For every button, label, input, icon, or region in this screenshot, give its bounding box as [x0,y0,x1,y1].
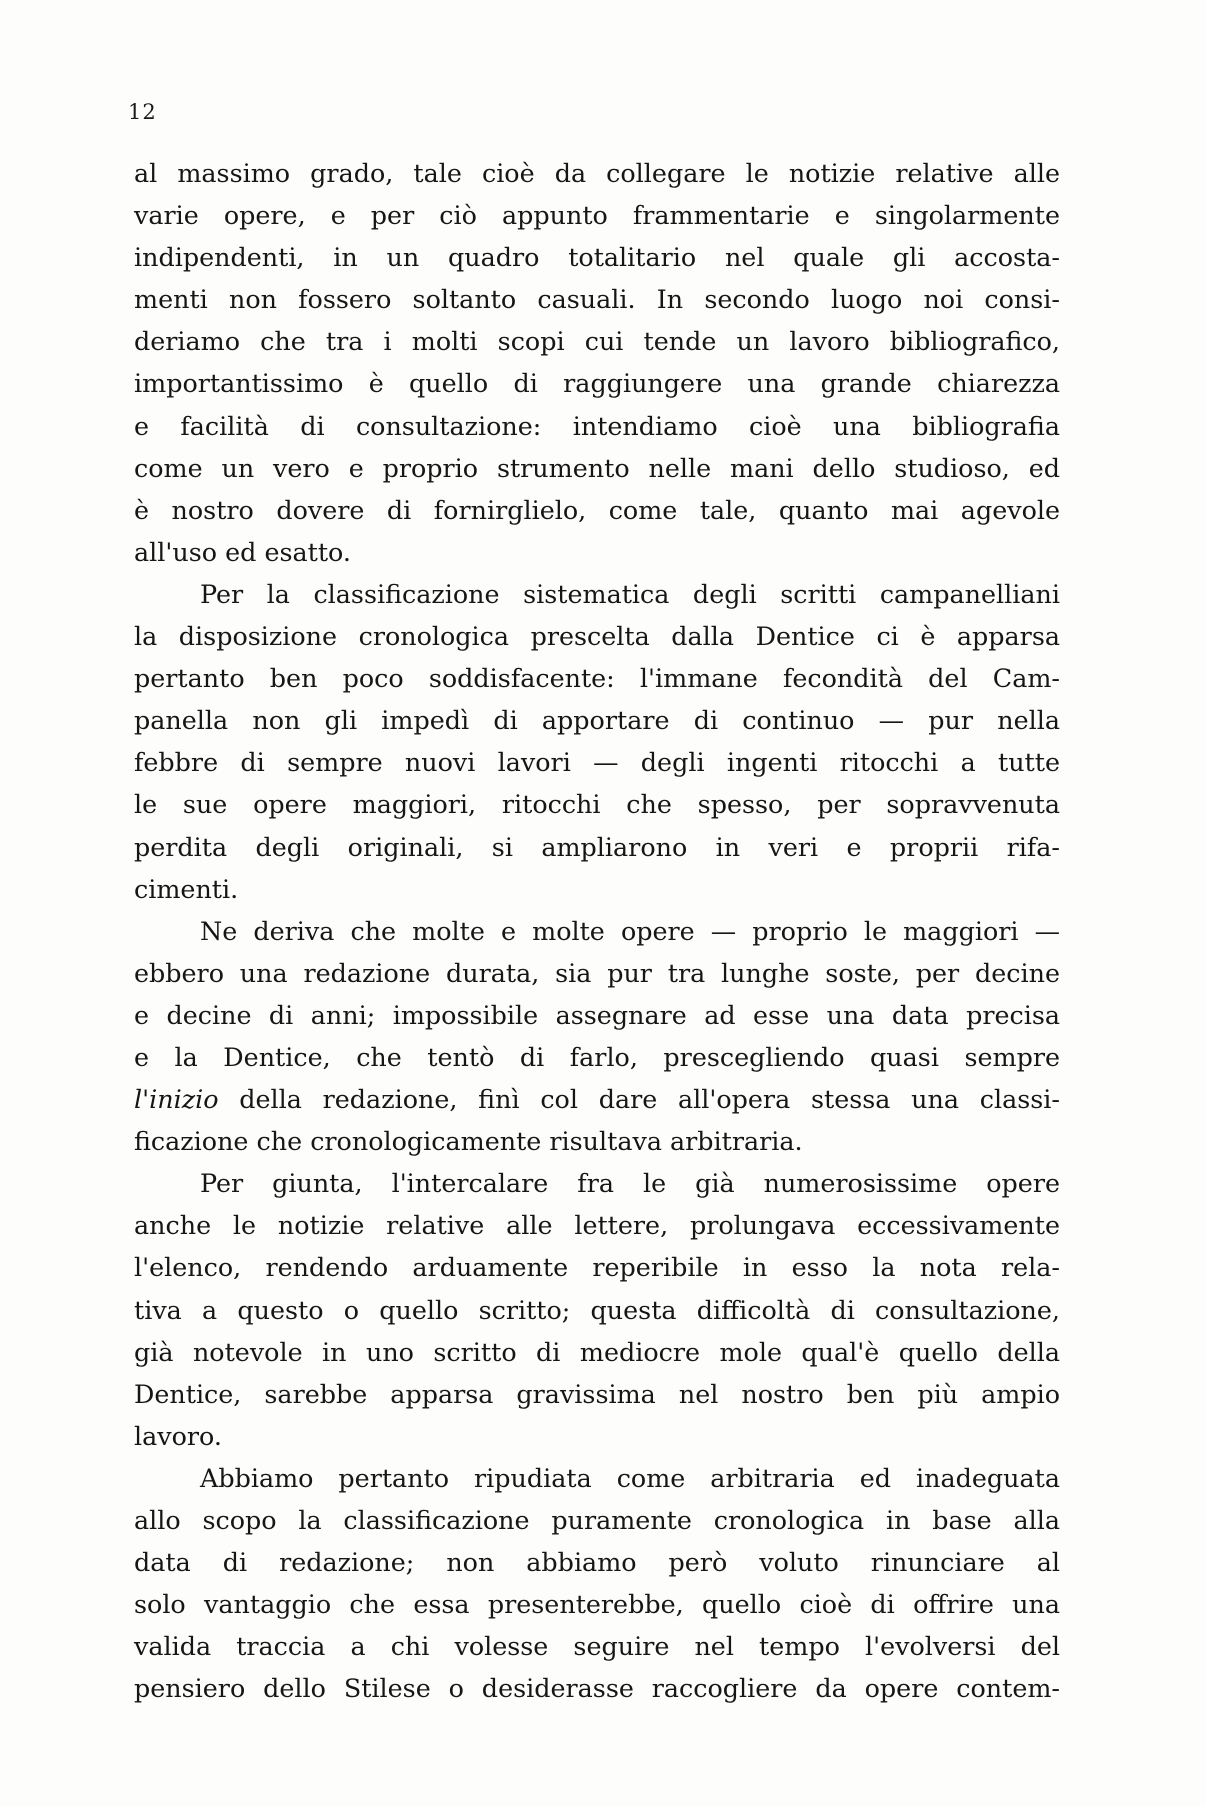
text-line-with-italic [134,1078,1060,1120]
text-line: solo vantaggio che essa presenterebbe, quello cioè di offrire una [134,1589,1060,1620]
text-line: panella non gli impedì di apportare di continuo — pur nella [134,705,1060,736]
text-line: Abbiamo pertanto ripudiata come arbitraria ed inadeguata [200,1462,1060,1493]
text-line: e facilità di consultazione: intendiamo cioè una bibliografia [134,410,1060,441]
text-line: data di redazione; non abbiamo però voluto rinunciare al [134,1547,1060,1578]
page-number: 12 [128,100,157,124]
text-line: già notevole in uno scritto di mediocre mole qual'è quello della [134,1336,1060,1367]
text-line: valida traccia a chi volesse seguire nel tempo l'evolversi del [134,1631,1060,1662]
text-line: allo scopo la classificazione puramente cronologica in base alla [134,1505,1060,1535]
paragraph-5 [134,1457,1060,1710]
text-line: l'elenco, rendendo arduamente reperibile in esso la nota rela- [134,1252,1060,1283]
text-line: all'uso ed esatto. [134,536,351,567]
text-line: ficazione che cronologicamente risultava arbitraria. [134,1126,803,1157]
paragraph-2 [134,573,1060,910]
text-line: indipendenti, in un quadro totalitario nel quale gli accosta- [134,242,1060,273]
text-line: le sue opere maggiori, ritocchi che spesso, per sopravvenuta [134,789,1060,820]
text-line: importantissimo è quello di raggiungere una grande chiarezza [134,368,1060,399]
text-line: pensiero dello Stilese o desiderasse raccogliere da opere contem- [134,1673,1060,1704]
text-line: varie opere, e per ciò appunto frammentarie e singolarmente [134,200,1060,231]
text-line: anche le notizie relative alle lettere, prolungava eccessivamente [134,1210,1060,1241]
text-line: Per la classificazione sistematica degli scritti campanelliani [200,578,1060,609]
text-line: ebbero una redazione durata, sia pur tra lunghe soste, per decine [134,957,1060,988]
text-line: cimenti. [134,873,239,904]
paragraph-3 [134,910,1060,1163]
text-line: Dentice, sarebbe apparsa gravissima nel nostro ben più ampio [134,1378,1060,1409]
text-line: lavoro. [134,1420,222,1451]
text-line-rest: della redazione, finì col dare all'opera stessa una classi- [239,1084,1060,1115]
paragraph-4 [134,1162,1060,1457]
text-line: Per giunta, l'intercalare fra le già numerosissime opere [200,1168,1060,1199]
text-line: perdita degli originali, si ampliarono in veri e proprii rifa- [134,831,1060,862]
paragraph-1 [134,152,1060,573]
text-line: tiva a questo o quello scritto; questa difficoltà di consultazione, [134,1294,1060,1325]
italic-term: l'inizio [134,1084,219,1115]
text-line: e decine di anni; impossibile assegnare ad esse una data precisa [134,999,1060,1030]
text-line: Ne deriva che molte e molte opere — proprio le maggiori — [200,915,1060,946]
text-line: menti non fossero soltanto casuali. In secondo luogo noi consi- [134,284,1060,315]
text-line: al massimo grado, tale cioè da collegare le notizie relative alle [134,158,1060,188]
body-text [134,152,1060,1709]
text-line: e la Dentice, che tentò di farlo, prescegliendo quasi sempre [134,1041,1060,1072]
text-line: febbre di sempre nuovi lavori — degli ingenti ritocchi a tutte [134,747,1060,778]
text-line: la disposizione cronologica prescelta dalla Dentice ci è apparsa [134,621,1060,652]
text-line: è nostro dovere di fornirglielo, come tale, quanto mai agevole [134,494,1060,525]
text-line: pertanto ben poco soddisfacente: l'immane fecondità del Cam- [134,663,1060,694]
text-line: come un vero e proprio strumento nelle mani dello studioso, ed [134,452,1060,483]
text-line: deriamo che tra i molti scopi cui tende un lavoro bibliografico, [134,326,1060,357]
